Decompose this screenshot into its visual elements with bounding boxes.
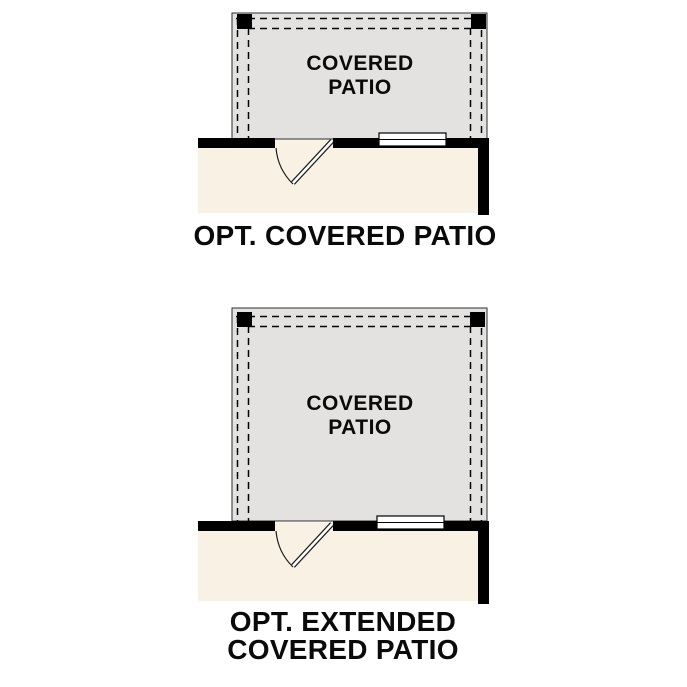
interior-floor: [198, 531, 480, 601]
patio-room-label: COVERED PATIO: [306, 392, 414, 439]
covered-patio-plan: [198, 13, 489, 215]
patio-room-label: COVERED PATIO: [306, 52, 414, 99]
support-post-right: [471, 14, 486, 29]
plan-caption-extended-covered-patio: OPT. EXTENDED COVERED PATIO: [227, 606, 459, 665]
extended-covered-patio-plan: [198, 308, 489, 604]
window: [377, 516, 444, 529]
support-post-left: [237, 312, 252, 327]
support-post-right: [470, 312, 485, 327]
plan-caption-covered-patio: OPT. COVERED PATIO: [193, 220, 497, 251]
window: [379, 133, 446, 146]
support-post-left: [237, 14, 252, 29]
interior-floor: [198, 148, 480, 213]
